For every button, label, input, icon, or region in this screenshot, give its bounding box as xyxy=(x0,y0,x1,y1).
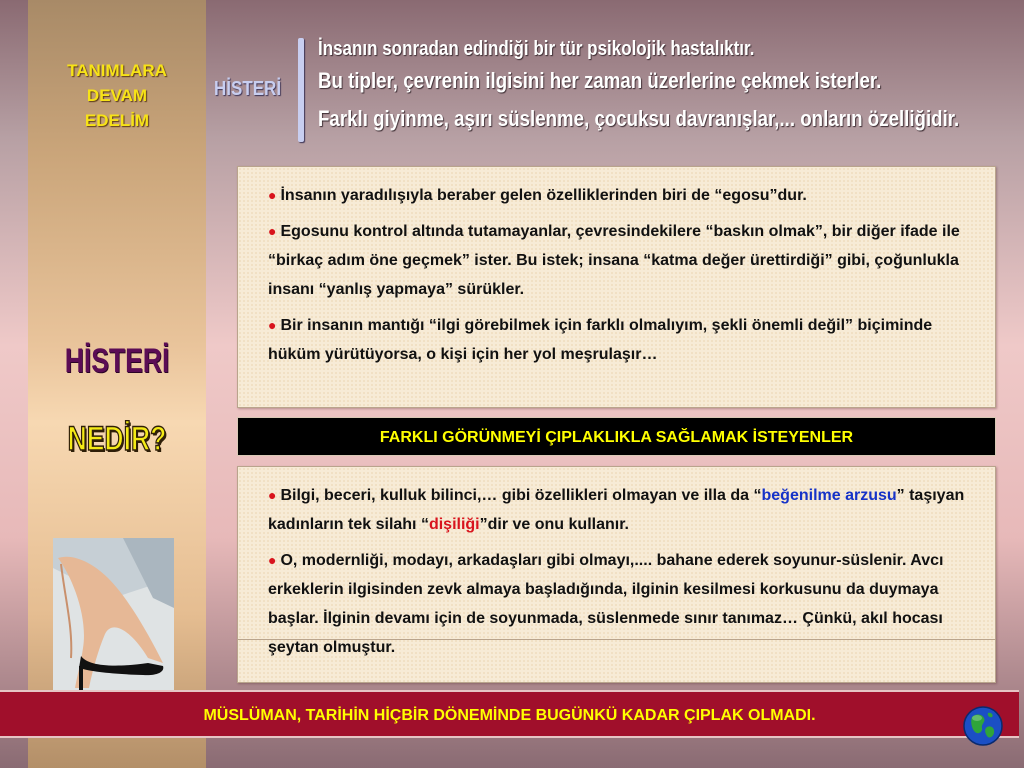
bullet-icon: ● xyxy=(268,187,277,203)
header-label: HİSTERİ xyxy=(214,78,282,100)
nudity-paragraph-2 xyxy=(268,546,983,662)
tanim-line-3: EDELİM xyxy=(84,111,150,130)
highlight-disiligi: dişiliği xyxy=(428,516,480,533)
footer-banner: MÜSLÜMAN, TARİHİN HİÇBİR DÖNEMİNDE BUGÜNKÜ KADAR ÇIPLAK OLMADI. xyxy=(0,690,1019,738)
section-banner: FARKLI GÖRÜNMEYİ ÇIPLAKLIKLA SAĞLAMAK İSTEYENLER xyxy=(237,417,996,456)
nudity-paragraph-1 xyxy=(268,481,983,539)
nudity-text-1a: Bilgi, beceri, kulluk bilinci,… gibi özellikleri olmayan ve illa da “ xyxy=(280,487,762,504)
tanim-line-2: DEVAM xyxy=(86,86,148,105)
sidebar-tanim-heading xyxy=(28,58,206,133)
tanim-line-1: TANIMLARA xyxy=(67,61,167,80)
nudity-text-2: O, modernliği, modayı, arkadaşları gibi olmayı,.... bahane ederek soyunur-süslenir. Avcı erkeklerin ilgisinden zevk almaya başladığında, ilginin kesilmesi korkusunu da duymaya başlar. İlginin devamı için de soyunmada, süslenmede sınır tanımaz… Çünkü, akıl hocası şeytan olmuştur. xyxy=(268,552,944,656)
nudity-panel xyxy=(237,466,996,683)
ego-paragraph-3 xyxy=(268,311,983,369)
sidebar-subtitle: NEDİR? xyxy=(67,420,167,458)
header-line-3: Farklı giyinme, aşırı süslenme, çocuksu davranışlar,... onların özelliğidir. xyxy=(318,106,960,131)
globe-icon[interactable] xyxy=(962,705,1004,747)
bullet-icon: ● xyxy=(268,223,277,239)
header-definition xyxy=(318,38,1018,144)
ego-text-1: İnsanın yaradılışıyla beraber gelen özelliklerinden biri de “egosu”dur. xyxy=(280,187,807,204)
bullet-icon: ● xyxy=(268,317,277,333)
ego-paragraph-1 xyxy=(268,181,983,210)
photo-illustration xyxy=(53,538,174,693)
nudity-text-1b: ” taşıyan kadınların tek silahı “ xyxy=(268,487,965,533)
header-divider xyxy=(298,38,304,142)
ego-paragraph-2 xyxy=(268,217,983,304)
sidebar-title: HİSTERİ xyxy=(64,342,170,380)
panel-divider xyxy=(238,639,995,640)
highlight-begenilme: beğenilme arzusu xyxy=(761,487,897,504)
header-line-1: İnsanın sonradan edindiği bir tür psikolojik hastalıktır. xyxy=(318,38,755,60)
ego-text-3: Bir insanın mantığı “ilgi görebilmek için farklı olmalıyım, şekli önemli değil” biçiminde hüküm yürütüyorsa, o kişi için her yol meşrulaşır… xyxy=(268,317,933,363)
nudity-text-1c: ”dir ve onu kullanır. xyxy=(479,516,629,533)
ego-text-2: Egosunu kontrol altında tutamayanlar, çevresindekilere “baskın olmak”, bir diğer ifade ile “birkaç adım öne geçmek” ister. Bu istek; insana “katma değer ürettirdiği” gibi, çoğunlukla insanı “yanlış yapmaya” sürükler. xyxy=(268,223,960,298)
bullet-icon: ● xyxy=(268,552,277,568)
header-line-2: Bu tipler, çevrenin ilgisini her zaman üzerlerine çekmek isterler. xyxy=(318,68,882,93)
ego-panel xyxy=(237,166,996,408)
bullet-icon: ● xyxy=(268,487,277,503)
